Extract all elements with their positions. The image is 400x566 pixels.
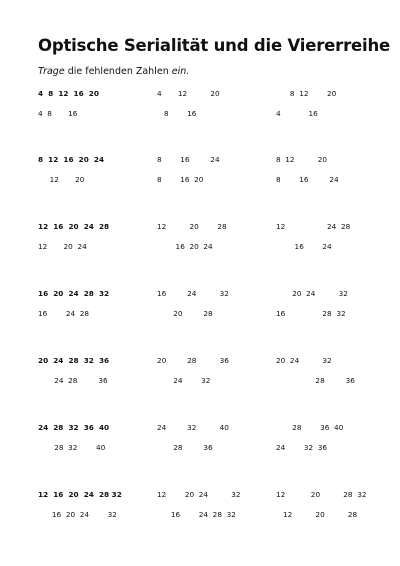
- row-3-col2: 12 20 28: [157, 222, 227, 231]
- row-2-col2: 8 16 24: [157, 155, 220, 164]
- row-7-col2: 12 20 24 32: [157, 490, 241, 499]
- row-5-example: 20 24 28 32 36: [38, 356, 110, 365]
- row-4-col3: 20 24 32: [276, 289, 348, 298]
- row-3-example: 12 16 20 24 28: [38, 222, 110, 231]
- row-4-col2: 16 24 32: [157, 289, 229, 298]
- row-3-col2b: 16 20 24: [157, 242, 213, 251]
- instruction-middle: die fehlenden Zahlen: [64, 66, 172, 77]
- row-1-col2b: 8 16: [157, 109, 197, 118]
- row-5-col3b: 28 36: [276, 376, 355, 385]
- row-7-col3b: 12 20 28: [276, 510, 358, 519]
- row-1-col3b: 4 16: [276, 109, 318, 118]
- row-3-col3b: 16 24: [276, 242, 332, 251]
- row-6-col2b: 28 36: [157, 443, 213, 452]
- row-5-col3: 20 24 32: [276, 356, 332, 365]
- row-7-col3: 12 20 28 32: [276, 490, 367, 499]
- row-7-ex-answer: 16 20 24 32: [38, 510, 117, 519]
- row-3-ex-answer: 12 20 24: [38, 242, 87, 251]
- worksheet-title: Optische Serialität und die Viererreihe: [38, 36, 390, 55]
- row-4-ex-answer: 16 24 28: [38, 309, 90, 318]
- row-7-col2b: 16 24 28 32: [157, 510, 236, 519]
- row-6-col2: 24 32 40: [157, 423, 229, 432]
- row-3-col3: 12 24 28: [276, 222, 351, 231]
- row-5-ex-answer: 24 28 36: [38, 376, 108, 385]
- row-5-col2b: 24 32: [157, 376, 211, 385]
- row-6-col3b: 24 32 36: [276, 443, 328, 452]
- row-2-example: 8 12 16 20 24: [38, 155, 105, 164]
- row-4-col3b: 16 28 32: [276, 309, 346, 318]
- row-1-col2: 4 12 20: [157, 89, 220, 98]
- row-6-ex-answer: 28 32 40: [38, 443, 106, 452]
- row-1-example: 4 8 12 16 20: [38, 89, 99, 98]
- row-4-col2b: 20 28: [157, 309, 213, 318]
- row-5-col2: 20 28 36: [157, 356, 229, 365]
- row-1-col3: 8 12 20: [276, 89, 337, 98]
- row-6-col3: 28 36 40: [276, 423, 344, 432]
- row-2-col3b: 8 16 24: [276, 175, 339, 184]
- row-4-example: 16 20 24 28 32: [38, 289, 110, 298]
- row-2-ex-answer: 12 20: [38, 175, 85, 184]
- instruction-italic-end: ein.: [171, 66, 190, 77]
- row-6-example: 24 28 32 36 40: [38, 423, 110, 432]
- row-2-col2b: 8 16 20: [157, 175, 204, 184]
- instruction-italic-start: Trage: [38, 66, 65, 77]
- row-7-example: 12 16 20 24 28 32: [38, 490, 122, 499]
- row-1-ex-answer: 4 8 16: [38, 109, 78, 118]
- row-2-col3: 8 12 20: [276, 155, 328, 164]
